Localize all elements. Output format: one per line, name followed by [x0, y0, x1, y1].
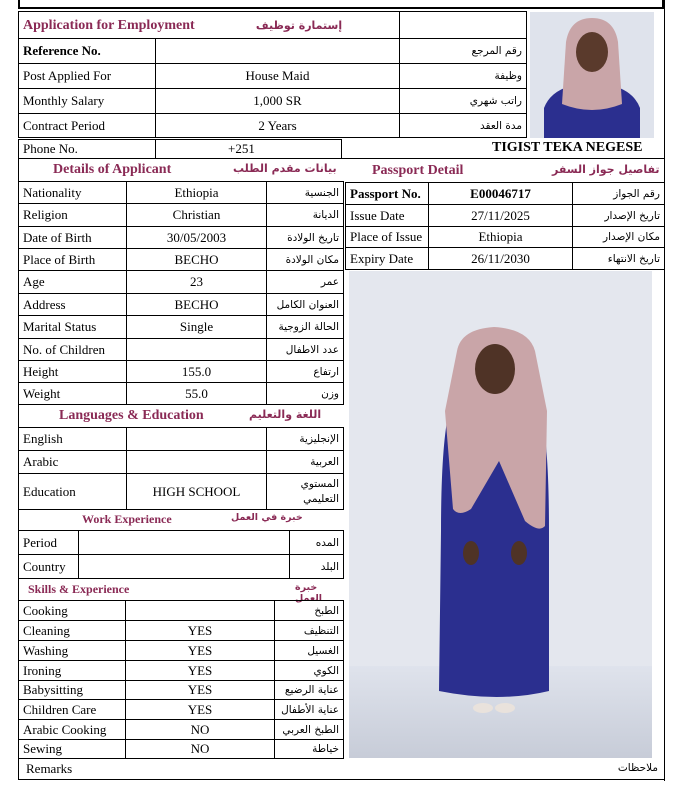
skills-label: Washing — [19, 641, 126, 661]
skills-label: Children Care — [19, 700, 126, 720]
phone-label: Phone No. — [19, 140, 156, 159]
remarks-label-ar: ملاحظات — [617, 762, 658, 774]
header-row — [19, 114, 527, 138]
education-label: Education — [19, 474, 127, 510]
details-value: 30/05/2003 — [127, 227, 267, 249]
table-row — [19, 182, 344, 204]
skills-value: NO — [126, 720, 275, 740]
skills-title-en: Skills & Experience — [28, 582, 130, 596]
header-row — [19, 39, 527, 64]
table-row — [19, 428, 344, 451]
details-label: Height — [19, 361, 127, 383]
remarks-row — [18, 758, 664, 780]
skills-label-ar: الطبخ العربي — [275, 720, 344, 740]
details-label-ar: العنوان الكامل — [267, 294, 344, 316]
applicant-name: TIGIST TEKA NEGESE — [492, 140, 643, 155]
country-label: Country — [19, 555, 79, 579]
details-label-ar: عدد الاطفال — [267, 339, 344, 361]
skills-section-title — [18, 578, 343, 604]
details-value: 55.0 — [127, 383, 267, 405]
period-label-ar: المده — [290, 531, 344, 555]
english-value — [127, 428, 267, 451]
details-table — [18, 181, 344, 405]
passport-label-ar: مكان الإصدار — [573, 227, 665, 248]
skills-title-ar: خبرة العمل — [295, 582, 323, 604]
skills-label-ar: الطبخ — [275, 601, 344, 621]
table-row — [346, 227, 665, 248]
details-value: 155.0 — [127, 361, 267, 383]
reference-value — [156, 39, 400, 64]
post-value: House Maid — [156, 64, 400, 89]
details-value: BECHO — [127, 294, 267, 316]
contract-value: 2 Years — [156, 114, 400, 138]
details-section-title — [18, 159, 341, 181]
details-value: Christian — [127, 204, 267, 227]
portrait-photo — [530, 12, 654, 138]
table-row — [19, 316, 344, 339]
skills-label-ar: عناية الرضيع — [275, 681, 344, 700]
table-row — [19, 294, 344, 316]
arabic-value — [127, 451, 267, 474]
work-table — [18, 530, 344, 579]
salary-label-ar: راتب شهري — [400, 89, 527, 114]
period-value — [79, 531, 290, 555]
details-label-ar: وزن — [267, 383, 344, 405]
details-value: Ethiopia — [127, 182, 267, 204]
table-row — [19, 661, 344, 681]
period-label: Period — [19, 531, 79, 555]
contract-label: Contract Period — [19, 114, 156, 138]
full-body-photo — [349, 271, 652, 758]
phone-table — [18, 139, 342, 159]
top-border — [18, 0, 664, 9]
header-table — [18, 11, 527, 138]
passport-label: Place of Issue — [346, 227, 429, 248]
header-row — [19, 89, 527, 114]
country-value — [79, 555, 290, 579]
skills-label-ar: التنظيف — [275, 621, 344, 641]
passport-label-ar: تاريخ الانتهاء — [573, 248, 665, 270]
work-section-title — [18, 509, 343, 530]
details-label: Address — [19, 294, 127, 316]
reference-label: Reference No. — [19, 39, 156, 64]
education-label-ar: المستوي التعليمي — [267, 474, 344, 510]
form-title-en: Application for Employment — [23, 17, 195, 33]
details-label: Weight — [19, 383, 127, 405]
passport-value: E00046717 — [429, 183, 573, 205]
arabic-label: Arabic — [19, 451, 127, 474]
skills-value: NO — [126, 740, 275, 759]
skills-label-ar: عناية الأطفال — [275, 700, 344, 720]
skills-value: YES — [126, 641, 275, 661]
work-title-en: Work Experience — [82, 512, 172, 526]
skills-table — [18, 600, 344, 759]
remarks-label: Remarks — [26, 761, 73, 776]
details-label: Place of Birth — [19, 249, 127, 271]
portrait-illustration — [530, 12, 654, 138]
passport-label: Passport No. — [346, 183, 429, 205]
passport-title-en: Passport Detail — [372, 163, 464, 178]
skills-label: Ironing — [19, 661, 126, 681]
work-title-ar: خبرة في العمل — [231, 512, 303, 523]
details-label-ar: عمر — [267, 271, 344, 294]
details-label-ar: الجنسية — [267, 182, 344, 204]
english-label-ar: الإنجليزية — [267, 428, 344, 451]
skills-label-ar: الغسيل — [275, 641, 344, 661]
details-label-ar: الحالة الزوجية — [267, 316, 344, 339]
skills-value — [126, 601, 275, 621]
details-label: Date of Birth — [19, 227, 127, 249]
passport-title-ar: تفاصيل جواز السفر — [552, 163, 660, 176]
table-row — [19, 271, 344, 294]
full-body-illustration — [349, 271, 652, 758]
details-title-ar: بيانات مقدم الطلب — [233, 162, 337, 175]
skills-value: YES — [126, 621, 275, 641]
details-value: Single — [127, 316, 267, 339]
arabic-label-ar: العربية — [267, 451, 344, 474]
passport-section-title — [345, 159, 664, 182]
skills-label: Cleaning — [19, 621, 126, 641]
table-row — [19, 383, 344, 405]
table-row — [19, 681, 344, 700]
post-label-ar: وظيفة — [400, 64, 527, 89]
table-row — [19, 227, 344, 249]
details-label: Nationality — [19, 182, 127, 204]
skills-value: YES — [126, 681, 275, 700]
table-row — [19, 555, 344, 579]
passport-value: Ethiopia — [429, 227, 573, 248]
education-value: HIGH SCHOOL — [127, 474, 267, 510]
english-label: English — [19, 428, 127, 451]
skills-label-ar: خياطة — [275, 740, 344, 759]
passport-value: 26/11/2030 — [429, 248, 573, 270]
details-label-ar: ارتفاع — [267, 361, 344, 383]
details-title-en: Details of Applicant — [53, 162, 172, 177]
languages-section-title — [18, 405, 343, 427]
details-label-ar: مكان الولادة — [267, 249, 344, 271]
post-label: Post Applied For — [19, 64, 156, 89]
skills-label: Babysitting — [19, 681, 126, 700]
passport-table — [345, 182, 665, 270]
table-row — [346, 248, 665, 270]
details-label-ar: تاريخ الولادة — [267, 227, 344, 249]
table-row — [19, 204, 344, 227]
details-label: Marital Status — [19, 316, 127, 339]
skills-label: Cooking — [19, 601, 126, 621]
languages-table — [18, 427, 344, 510]
skills-value: YES — [126, 700, 275, 720]
details-label: No. of Children — [19, 339, 127, 361]
passport-label-ar: تاريخ الإصدار — [573, 205, 665, 227]
details-value: 23 — [127, 271, 267, 294]
header-row — [19, 64, 527, 89]
salary-value: 1,000 SR — [156, 89, 400, 114]
table-row — [19, 531, 344, 555]
table-row — [19, 601, 344, 621]
details-value: BECHO — [127, 249, 267, 271]
details-label-ar: الديانة — [267, 204, 344, 227]
table-row — [19, 361, 344, 383]
table-row — [19, 339, 344, 361]
page-right-border — [664, 0, 665, 781]
passport-label: Issue Date — [346, 205, 429, 227]
table-row — [19, 474, 344, 510]
table-row — [19, 720, 344, 740]
table-row — [19, 249, 344, 271]
reference-label-ar: رقم المرجع — [400, 39, 527, 64]
skills-label: Arabic Cooking — [19, 720, 126, 740]
passport-value: 27/11/2025 — [429, 205, 573, 227]
form-title-ar: إستمارة توظيف — [255, 18, 343, 32]
phone-value: +251 — [156, 140, 342, 159]
details-label: Age — [19, 271, 127, 294]
skills-value: YES — [126, 661, 275, 681]
contract-label-ar: مدة العقد — [400, 114, 527, 138]
country-label-ar: البلد — [290, 555, 344, 579]
table-row — [19, 700, 344, 720]
table-row — [346, 205, 665, 227]
languages-title-en: Languages & Education — [59, 408, 204, 423]
details-label: Religion — [19, 204, 127, 227]
skills-label: Sewing — [19, 740, 126, 759]
salary-label: Monthly Salary — [19, 89, 156, 114]
languages-title-ar: اللغة والتعليم — [249, 408, 322, 421]
table-row — [19, 621, 344, 641]
table-row — [346, 183, 665, 205]
passport-label-ar: رقم الجواز — [573, 183, 665, 205]
table-row — [19, 451, 344, 474]
form-title — [19, 12, 400, 39]
details-value — [127, 339, 267, 361]
table-row — [19, 740, 344, 759]
skills-label-ar: الكوي — [275, 661, 344, 681]
table-row — [19, 641, 344, 661]
passport-label: Expiry Date — [346, 248, 429, 270]
